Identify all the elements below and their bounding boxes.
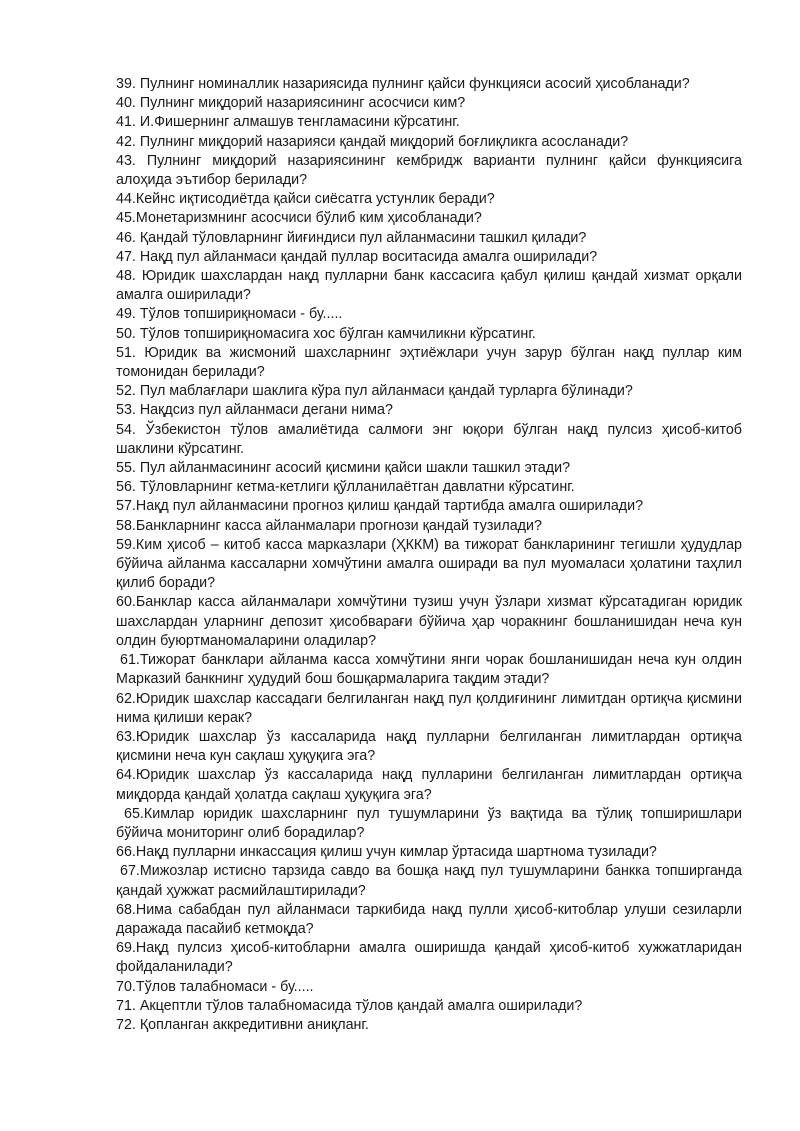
question-63: 63.Юридик шахслар ўз кассаларида нақд пулларни белгиланган лимитлардан ортиқча қисмини неча кун сақлаш ҳуқуқига эга? (116, 728, 742, 765)
question-list (116, 75, 742, 1035)
question-42: 42. Пулнинг миқдорий назарияси қандай миқдорий боғлиқликга асосланади? (116, 133, 629, 150)
question-47: 47. Нақд пул айланмаси қандай пуллар воситасида амалга оширилади? (116, 248, 598, 265)
question-52: 52. Пул маблағлари шаклига кўра пул айланмаси қандай турларга бўлинади? (116, 383, 633, 400)
question-60: 60.Банклар касса айланмалари хомчўтини тузиш учун ўзлари хизмат кўрсатадиган юридик шахслардан уларнинг депозит ҳисобварағи бўйича ҳар чоракнинг бошланишидан неча кун олдин буюртманомаларини оладилар? (116, 594, 742, 649)
question-41: 41. И.Фишернинг алмашув тенгламасини кўрсатинг. (116, 114, 460, 131)
question-72: 72. Қопланган аккредитивни аниқланг. (116, 1016, 369, 1033)
question-53: 53. Нақдсиз пул айланмаси дегани нима? (116, 402, 393, 419)
question-66: 66.Нақд пулларни инкассация қилиш учун кимлар ўртасида шартнома тузилади? (116, 844, 657, 861)
question-48: 48. Юридик шахслардан нақд пулларни банк кассасига қабул қилиш қандай хизмат орқали амалга оширилади? (116, 268, 742, 304)
question-61: 61.Тижорат банклари айланма касса хомчўтини янги чорак бошланишидан неча кун олдин Марказий банкнинг ҳудудий бош бошқармаларига тақдим этади? (116, 652, 742, 688)
question-54: 54. Ўзбекистон тўлов амалиётида салмоғи энг юқори бўлган нақд пулсиз ҳисоб-китоб шаклини кўрсатинг. (116, 421, 742, 457)
question-51: 51. Юридик ва жисмоний шахсларнинг эҳтиёжлари учун зарур бўлган нақд пуллар ким томонидан берилади? (116, 344, 742, 381)
question-71: 71. Акцептли тўлов талабномасида тўлов қандай амалга оширилади? (116, 997, 583, 1014)
question-39: 39. Пулнинг номиналлик назариясида пулнинг қайси функцияси асосий ҳисобланади? (116, 76, 690, 92)
question-59: 59.Ким ҳисоб – китоб касса марказлари (ҲККМ) ва тижорат банкларининг тегишли ҳудудлар бўйича айланма кассаларни хомчўтини амалга оширади ва пул муомаласи ҳолатини таҳлил қилиб боради? (116, 536, 742, 592)
question-56: 56. Тўловларнинг кетма-кетлиги қўлланилаётган давлатни кўрсатинг. (116, 479, 575, 496)
question-67: 67.Мижозлар истисно тарзида савдо ва бошқа нақд пул тушумларини банкка топширганда қандай ҳужжат расмийлаштирилади? (116, 863, 742, 899)
question-55: 55. Пул айланмасининг асосий қисмини қайси шакли ташкил этади? (116, 460, 571, 477)
question-64: 64.Юридик шахслар ўз кассаларида нақд пулларини белгиланган лимитлардан ортиқча миқдорда қандай ҳолатда сақлаш ҳуқуқига эга? (116, 767, 742, 803)
question-70: 70.Тўлов талабномаси - бу..... (116, 978, 314, 995)
question-43: 43. Пулнинг миқдорий назариясининг кембридж варианти пулнинг қайси функциясига алоҳида эътибор берилади? (116, 152, 742, 189)
question-58: 58.Банкларнинг касса айланмалари прогнози қандай тузилади? (116, 517, 542, 534)
question-68: 68.Нима сабабдан пул айланмаси таркибида нақд пулли ҳисоб-китоблар улуши сезиларли даражада пасайиб кетмоқда? (116, 901, 742, 937)
question-40: 40. Пулнинг миқдорий назариясининг асосчиси ким? (116, 95, 466, 112)
question-50: 50. Тўлов топшириқномасига хос бўлган камчиликни кўрсатинг. (116, 325, 536, 342)
question-44: 44.Кейнс иқтисодиётда қайси сиёсатга устунлик беради? (116, 191, 495, 208)
question-69: 69.Нақд пулсиз ҳисоб-китобларни амалга оширишда қандай ҳисоб-китоб хужжатларидан фойдаланилади? (116, 940, 742, 976)
question-45: 45.Монетаризмнинг асосчиси бўлиб ким ҳисобланади? (116, 210, 482, 227)
question-49: 49. Тўлов топшириқномаси - бу..... (116, 306, 343, 323)
question-57: 57.Нақд пул айланмасини прогноз қилиш қандай тартибда амалга оширилади? (116, 498, 644, 515)
question-65: 65.Кимлар юридик шахсларнинг пул тушумларини ўз вақтида ва тўлиқ топширишлари бўйича мониторинг олиб борадилар? (116, 805, 742, 841)
question-62: 62.Юридик шахслар кассадаги белгиланган нақд пул қолдиғининг лимитдан ортиқча қисмини нима қилиши керак? (116, 690, 742, 726)
question-46: 46. Қандай тўловларнинг йиғиндиси пул айланмасини ташкил қилади? (116, 229, 587, 246)
